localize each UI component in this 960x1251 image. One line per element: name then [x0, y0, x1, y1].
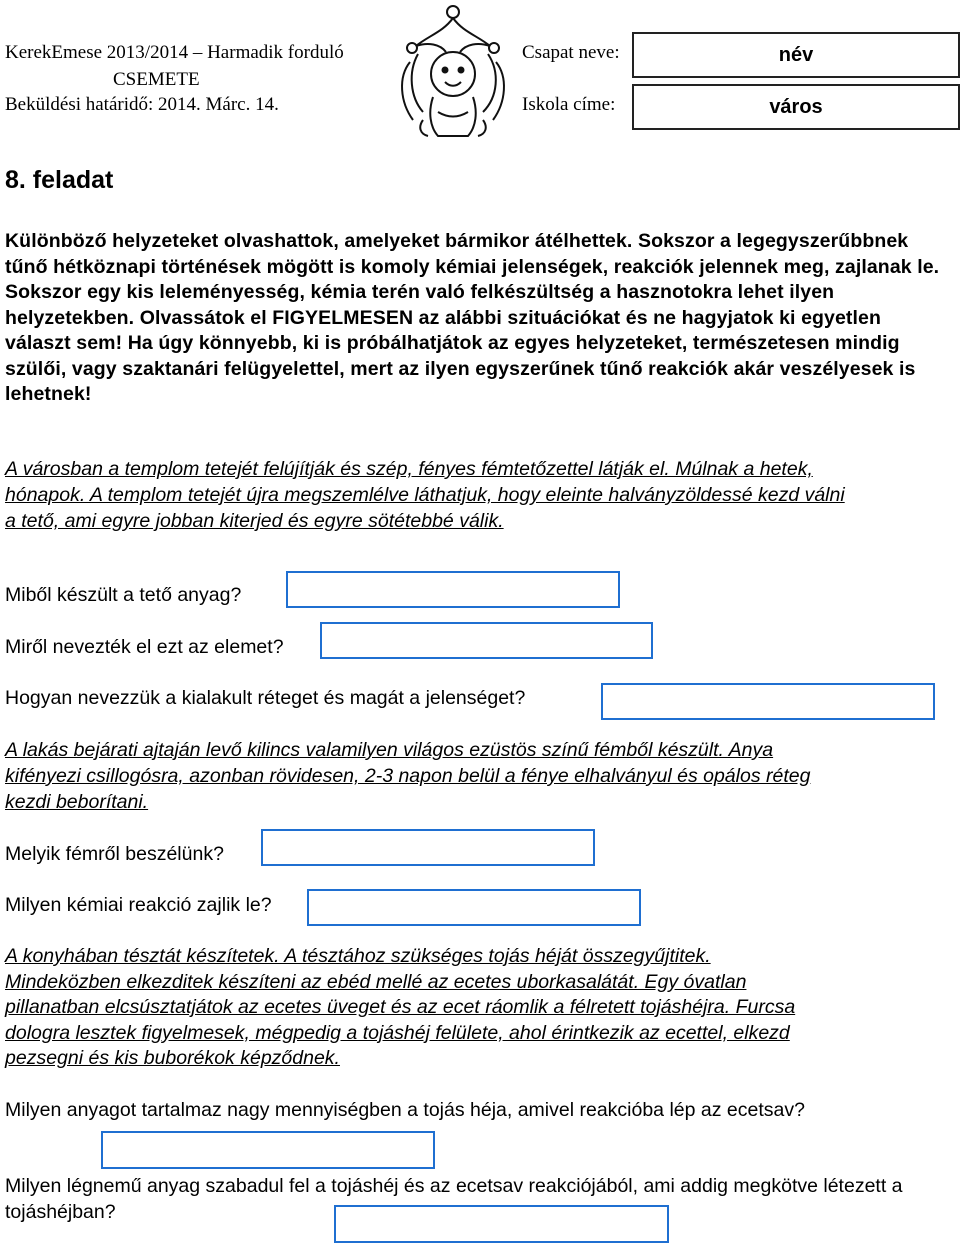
scenario-1-text: A városban a templom tetejét felújítják és szép, fényes fémtetőzettel látják el. Múlnak a hetek, hónapok. A templom tetejét újra megszemlélve láthatjuk, hogy eleinte halványzöldessé kezd válni a tető, ami egyre jobban kiterjed és egyre sötétebbé válik.: [5, 458, 845, 532]
task-title: 8. feladat: [5, 166, 114, 194]
scenario-3-text: A konyhában tésztát készítetek. A tésztához szükséges tojás héját összegyűjtitek. Mindeközben elkezditek készíteni az ebéd mellé az ecetes uborkasalátát. Egy óvatlan pillanatban elcsúsztatjátok az ecetes üveget és az ecet ráomlik a félretett tojáshéjra. Furcsa dologra lesztek figyelmesek, mégpedig a tojáshéj felülete, ahol érintkezik az ecettel, elkezd pezsegni és kis buborékok képződnek.: [5, 945, 796, 1069]
question-5: Milyen kémiai reakció zajlik le?: [5, 894, 272, 916]
answer-6-field[interactable]: [101, 1131, 435, 1169]
question-2: Miről nevezték el ezt az elemet?: [5, 636, 284, 658]
question-3: Hogyan nevezzük a kialakult réteget és magát a jelenséget?: [5, 687, 526, 709]
answer-5-field[interactable]: [307, 889, 641, 926]
answer-2-field[interactable]: [320, 622, 653, 659]
team-name-field[interactable]: név: [632, 32, 960, 78]
school-address-field[interactable]: város: [632, 84, 960, 130]
answer-3-field[interactable]: [601, 683, 935, 720]
answer-4-field[interactable]: [261, 829, 595, 866]
header-line-2: CSEMETE: [113, 69, 200, 90]
team-label: Csapat neve:: [522, 42, 620, 63]
question-7: Milyen légnemű anyag szabadul fel a tojáshéj és az ecetsav reakciójából, ami addig megkötve létezett a tojáshéjban?: [5, 1175, 903, 1223]
question-6: Milyen anyagot tartalmaz nagy mennyiségben a tojás héja, amivel reakcióba lép az ecetsav?: [5, 1099, 805, 1121]
answer-1-field[interactable]: [286, 571, 620, 608]
question-1: Miből készült a tető anyag?: [5, 584, 242, 606]
answer-7-field[interactable]: [334, 1205, 669, 1243]
header-line-3: Beküldési határidő: 2014. Márc. 14.: [5, 94, 279, 115]
intro-text: Különböző helyzeteket olvashattok, amelyeket bármikor átélhettek. Sokszor a legegyszerűbbnek tűnő hétköznapi történések mögött is komoly kémiai jelenségek, reakciók jelennek meg, zajlanak le. Sokszor egy kis leleményesség, kémia terén való felkészültség a hasznotokra lehet ilyen helyzetekben. Olvassátok el FIGYELMESEN az alábbi szituációkat és ne hagyjatok ki egyetlen választ sem! Ha úgy könnyebb, ki is próbálhatjátok az egyes helyzeteket, természetesen mindig szülői, vagy szaktanári felügyelettel, mert az ilyen egyszerűnek tűnő reakciók akár veszélyesek is lehetnek!: [5, 230, 940, 405]
school-label: Iskola címe:: [522, 94, 616, 115]
question-4: Melyik fémről beszélünk?: [5, 843, 224, 865]
scenario-2-text: A lakás bejárati ajtaján levő kilincs valamilyen világos ezüstös színű fémből készült. Anya kifényezi csillogósra, azonban rövidesen, 2-3 napon belül a fénye elhalványul és opálos réteg kezdi beborítani.: [5, 739, 811, 813]
child-with-jester-hat-logo: [388, 2, 518, 140]
header-line-1: KerekEmese 2013/2014 – Harmadik forduló: [5, 42, 344, 63]
